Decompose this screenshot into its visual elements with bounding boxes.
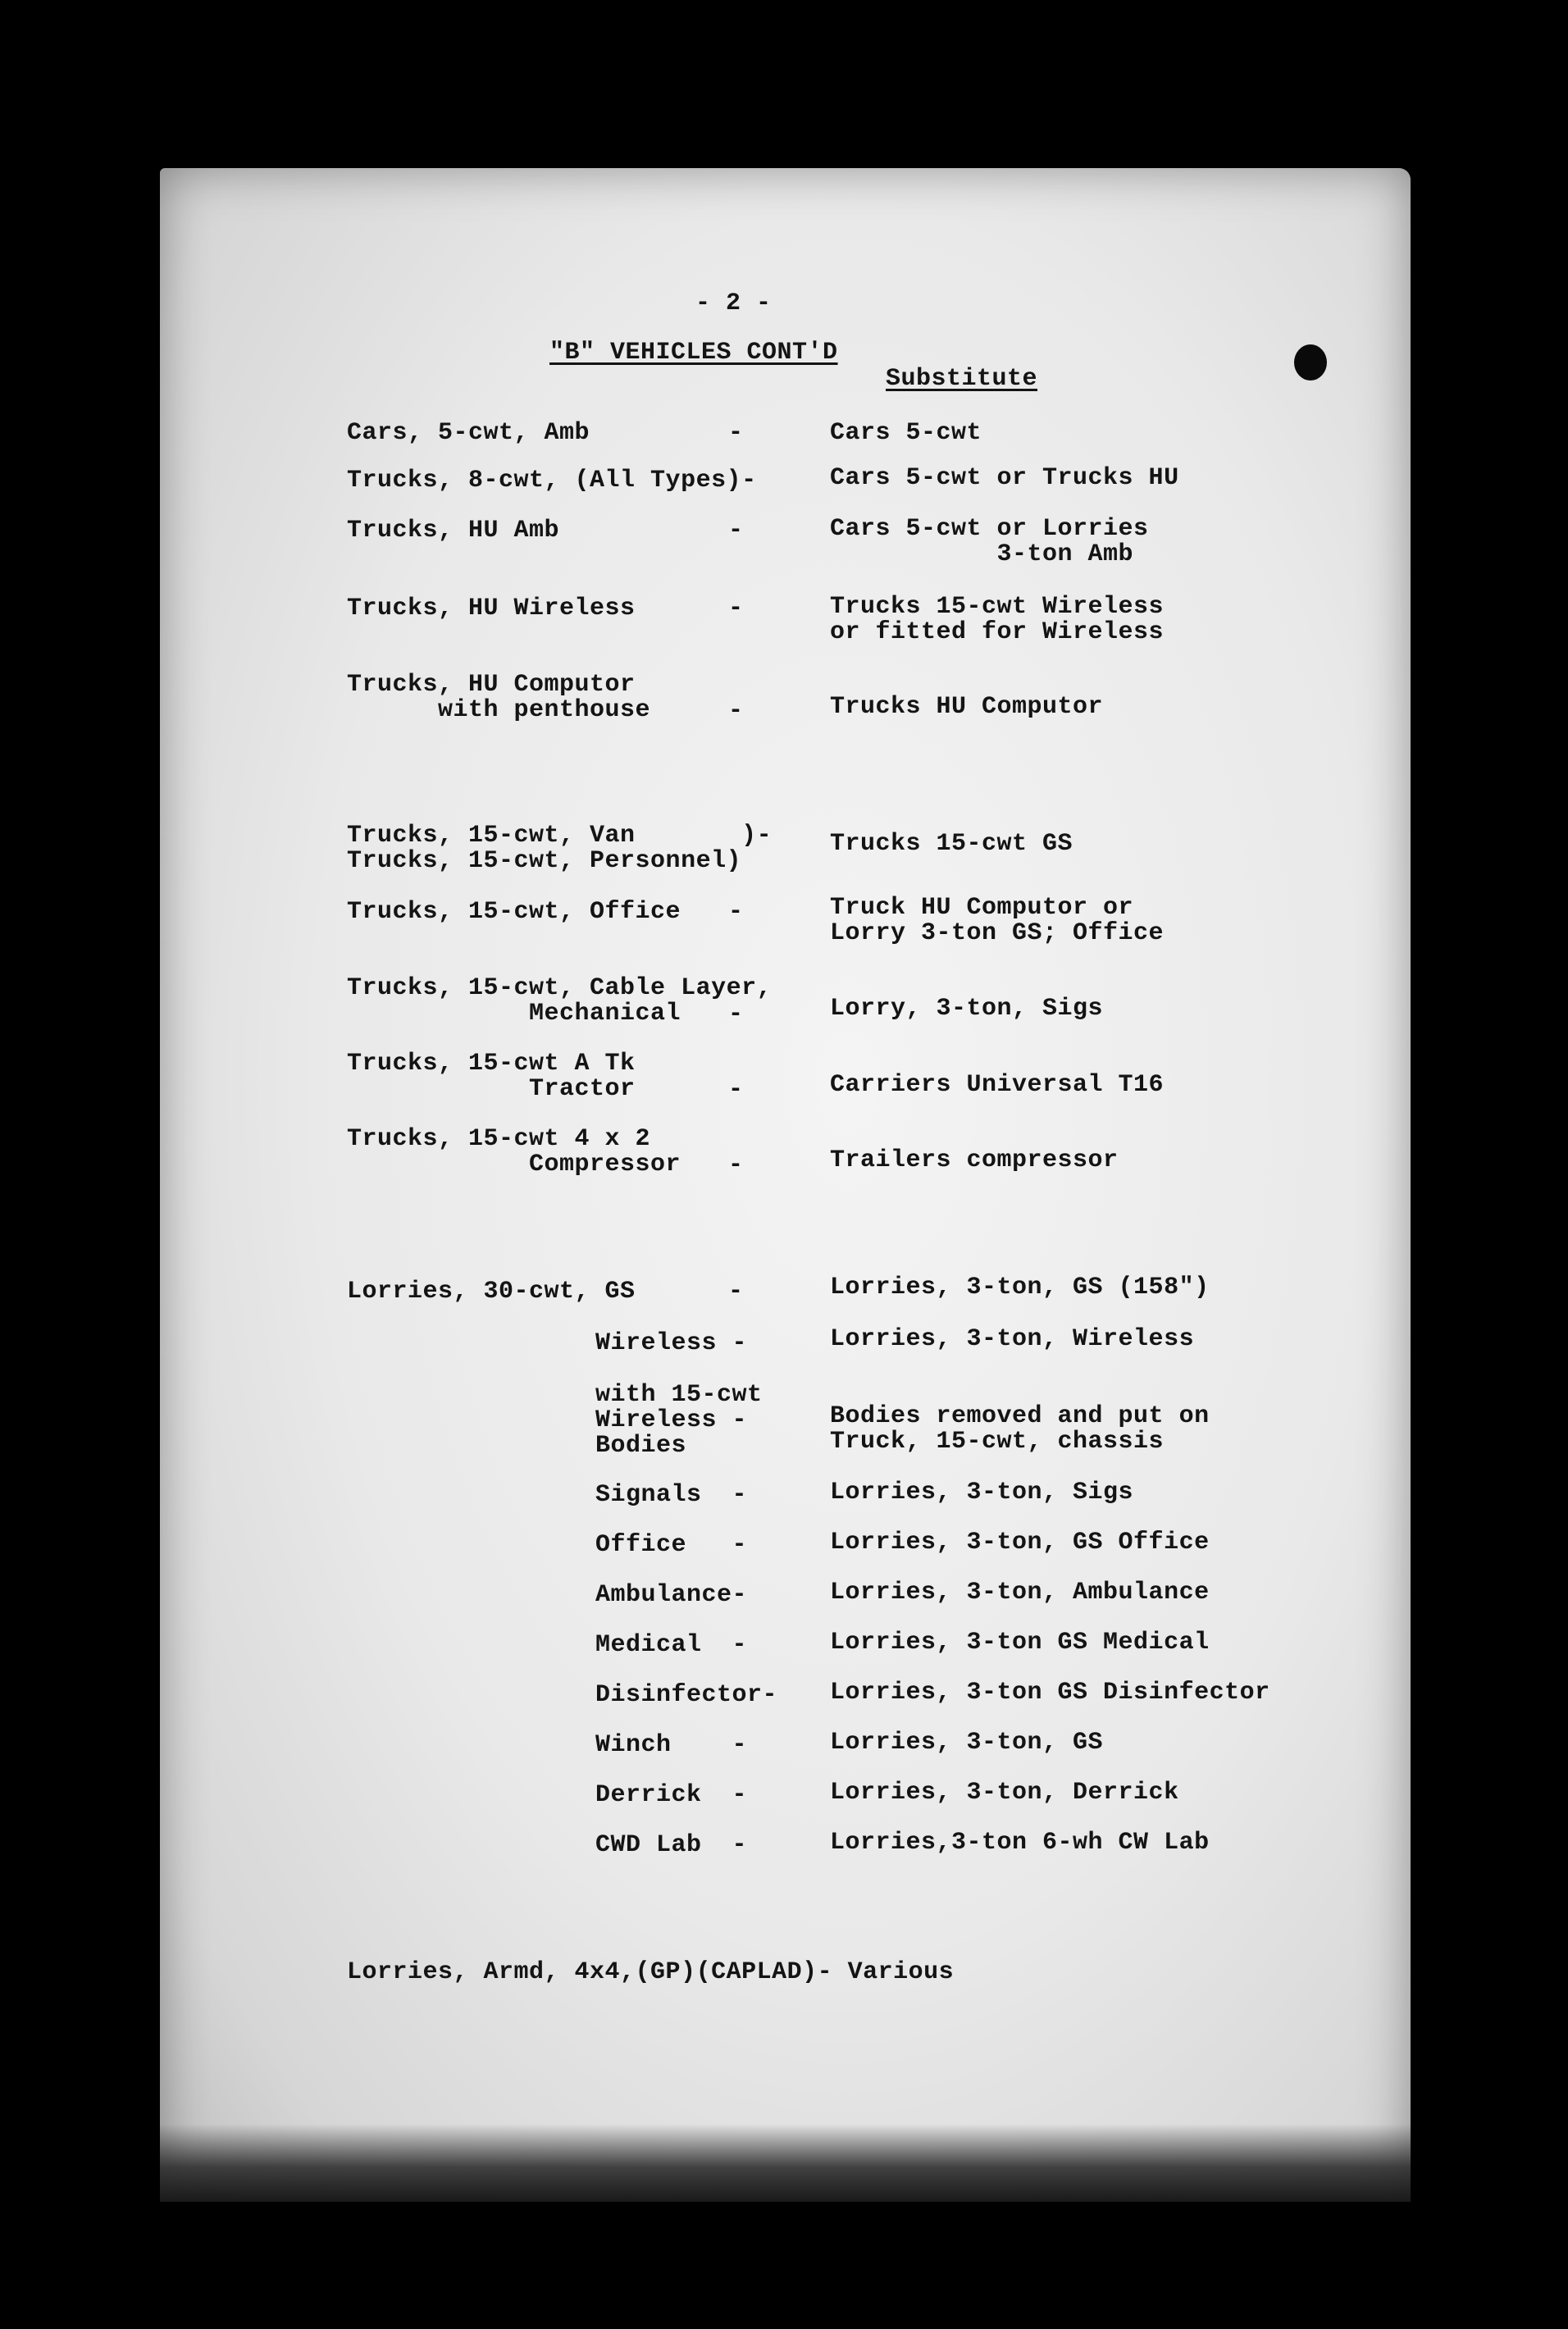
footer-line: Lorries, Armd, 4x4,(GP)(CAPLAD)- Various	[347, 1958, 955, 1986]
subtype-left: Wireless -	[595, 1329, 748, 1357]
page-bottom-shadow	[160, 2124, 1411, 2202]
subtype-right: Lorries, 3-ton, Wireless	[830, 1325, 1195, 1353]
row-right: Carriers Universal T16	[830, 1071, 1165, 1099]
row-left: Trucks, HU Amb	[347, 517, 560, 545]
subtype-left: Ambulance-	[595, 1581, 748, 1609]
row-right: Trucks HU Computor	[830, 693, 1104, 721]
subtype-left: Signals -	[595, 1481, 748, 1509]
subtype-left: CWD Lab -	[595, 1831, 748, 1859]
row-left: Trucks, 15-cwt, Office	[347, 898, 681, 926]
subtype-right: Lorries, 3-ton, GS Office	[830, 1529, 1210, 1556]
row-dash: -	[728, 595, 744, 622]
row-left: Trucks, 8-cwt, (All Types)-	[347, 467, 757, 495]
row-left: Trucks, 15-cwt A Tk Tractor	[347, 1050, 636, 1103]
subtype-right: Lorries,3-ton 6-wh CW Lab	[830, 1829, 1210, 1857]
punch-hole	[1294, 344, 1327, 381]
subtype-right: Lorries, 3-ton, Ambulance	[830, 1579, 1210, 1607]
row-right: Lorry, 3-ton, Sigs	[830, 995, 1104, 1023]
row-right: Trucks 15-cwt Wireless or fitted for Wireless	[830, 593, 1165, 646]
subtype-right: Lorries, 3-ton GS Disinfector	[830, 1679, 1270, 1707]
subtype-right: Lorries, 3-ton, GS	[830, 1729, 1104, 1757]
column-heading: Substitute	[886, 365, 1038, 393]
row-dash: -	[728, 1000, 744, 1028]
row-right: Trucks 15-cwt GS	[830, 830, 1073, 858]
subtype-left: Winch -	[595, 1731, 748, 1759]
subtype-left: Disinfector-	[595, 1681, 778, 1709]
row-left: Trucks, 15-cwt 4 x 2 Compressor	[347, 1125, 681, 1178]
subtype-right: Lorries, 3-ton, Derrick	[830, 1779, 1179, 1807]
section-title: "B" VEHICLES CONT'D	[549, 339, 838, 367]
row-dash: -	[728, 1076, 744, 1104]
subtype-left: with 15-cwt Wireless - Bodies	[595, 1381, 763, 1460]
row-dash: -	[728, 517, 744, 545]
row-left: Trucks, 15-cwt, Cable Layer, Mechanical	[347, 974, 773, 1028]
page-number: - 2 -	[695, 289, 772, 317]
row-left: Trucks, HU Wireless	[347, 595, 636, 622]
row-dash: -	[728, 419, 744, 447]
subtype-right: Lorries, 3-ton, Sigs	[830, 1479, 1134, 1506]
row-left: Cars, 5-cwt, Amb	[347, 419, 590, 447]
row-dash: -	[728, 697, 744, 725]
row-dash: -	[728, 898, 744, 926]
row-right: Lorries, 3-ton, GS (158")	[830, 1274, 1210, 1301]
subtype-left: Medical -	[595, 1631, 748, 1659]
row-left: Trucks, HU Computor with penthouse	[347, 671, 651, 724]
row-dash: -	[728, 1151, 744, 1179]
row-right: Trailers compressor	[830, 1146, 1119, 1174]
row-right: Truck HU Computor or Lorry 3-ton GS; Office	[830, 894, 1165, 947]
row-right: Cars 5-cwt or Lorries 3-ton Amb	[830, 515, 1149, 568]
subtype-left: Office -	[595, 1531, 748, 1559]
subtype-left: Derrick -	[595, 1781, 748, 1809]
subtype-right: Bodies removed and put on Truck, 15-cwt, chassis	[830, 1402, 1210, 1456]
row-right: Cars 5-cwt or Trucks HU	[830, 464, 1179, 492]
row-left: Trucks, 15-cwt, Van )- Trucks, 15-cwt, Personnel)	[347, 822, 773, 875]
row-right: Cars 5-cwt	[830, 419, 982, 447]
row-left: Lorries, 30-cwt, GS	[347, 1278, 636, 1306]
subtype-right: Lorries, 3-ton GS Medical	[830, 1629, 1210, 1657]
row-dash: -	[728, 1278, 744, 1306]
